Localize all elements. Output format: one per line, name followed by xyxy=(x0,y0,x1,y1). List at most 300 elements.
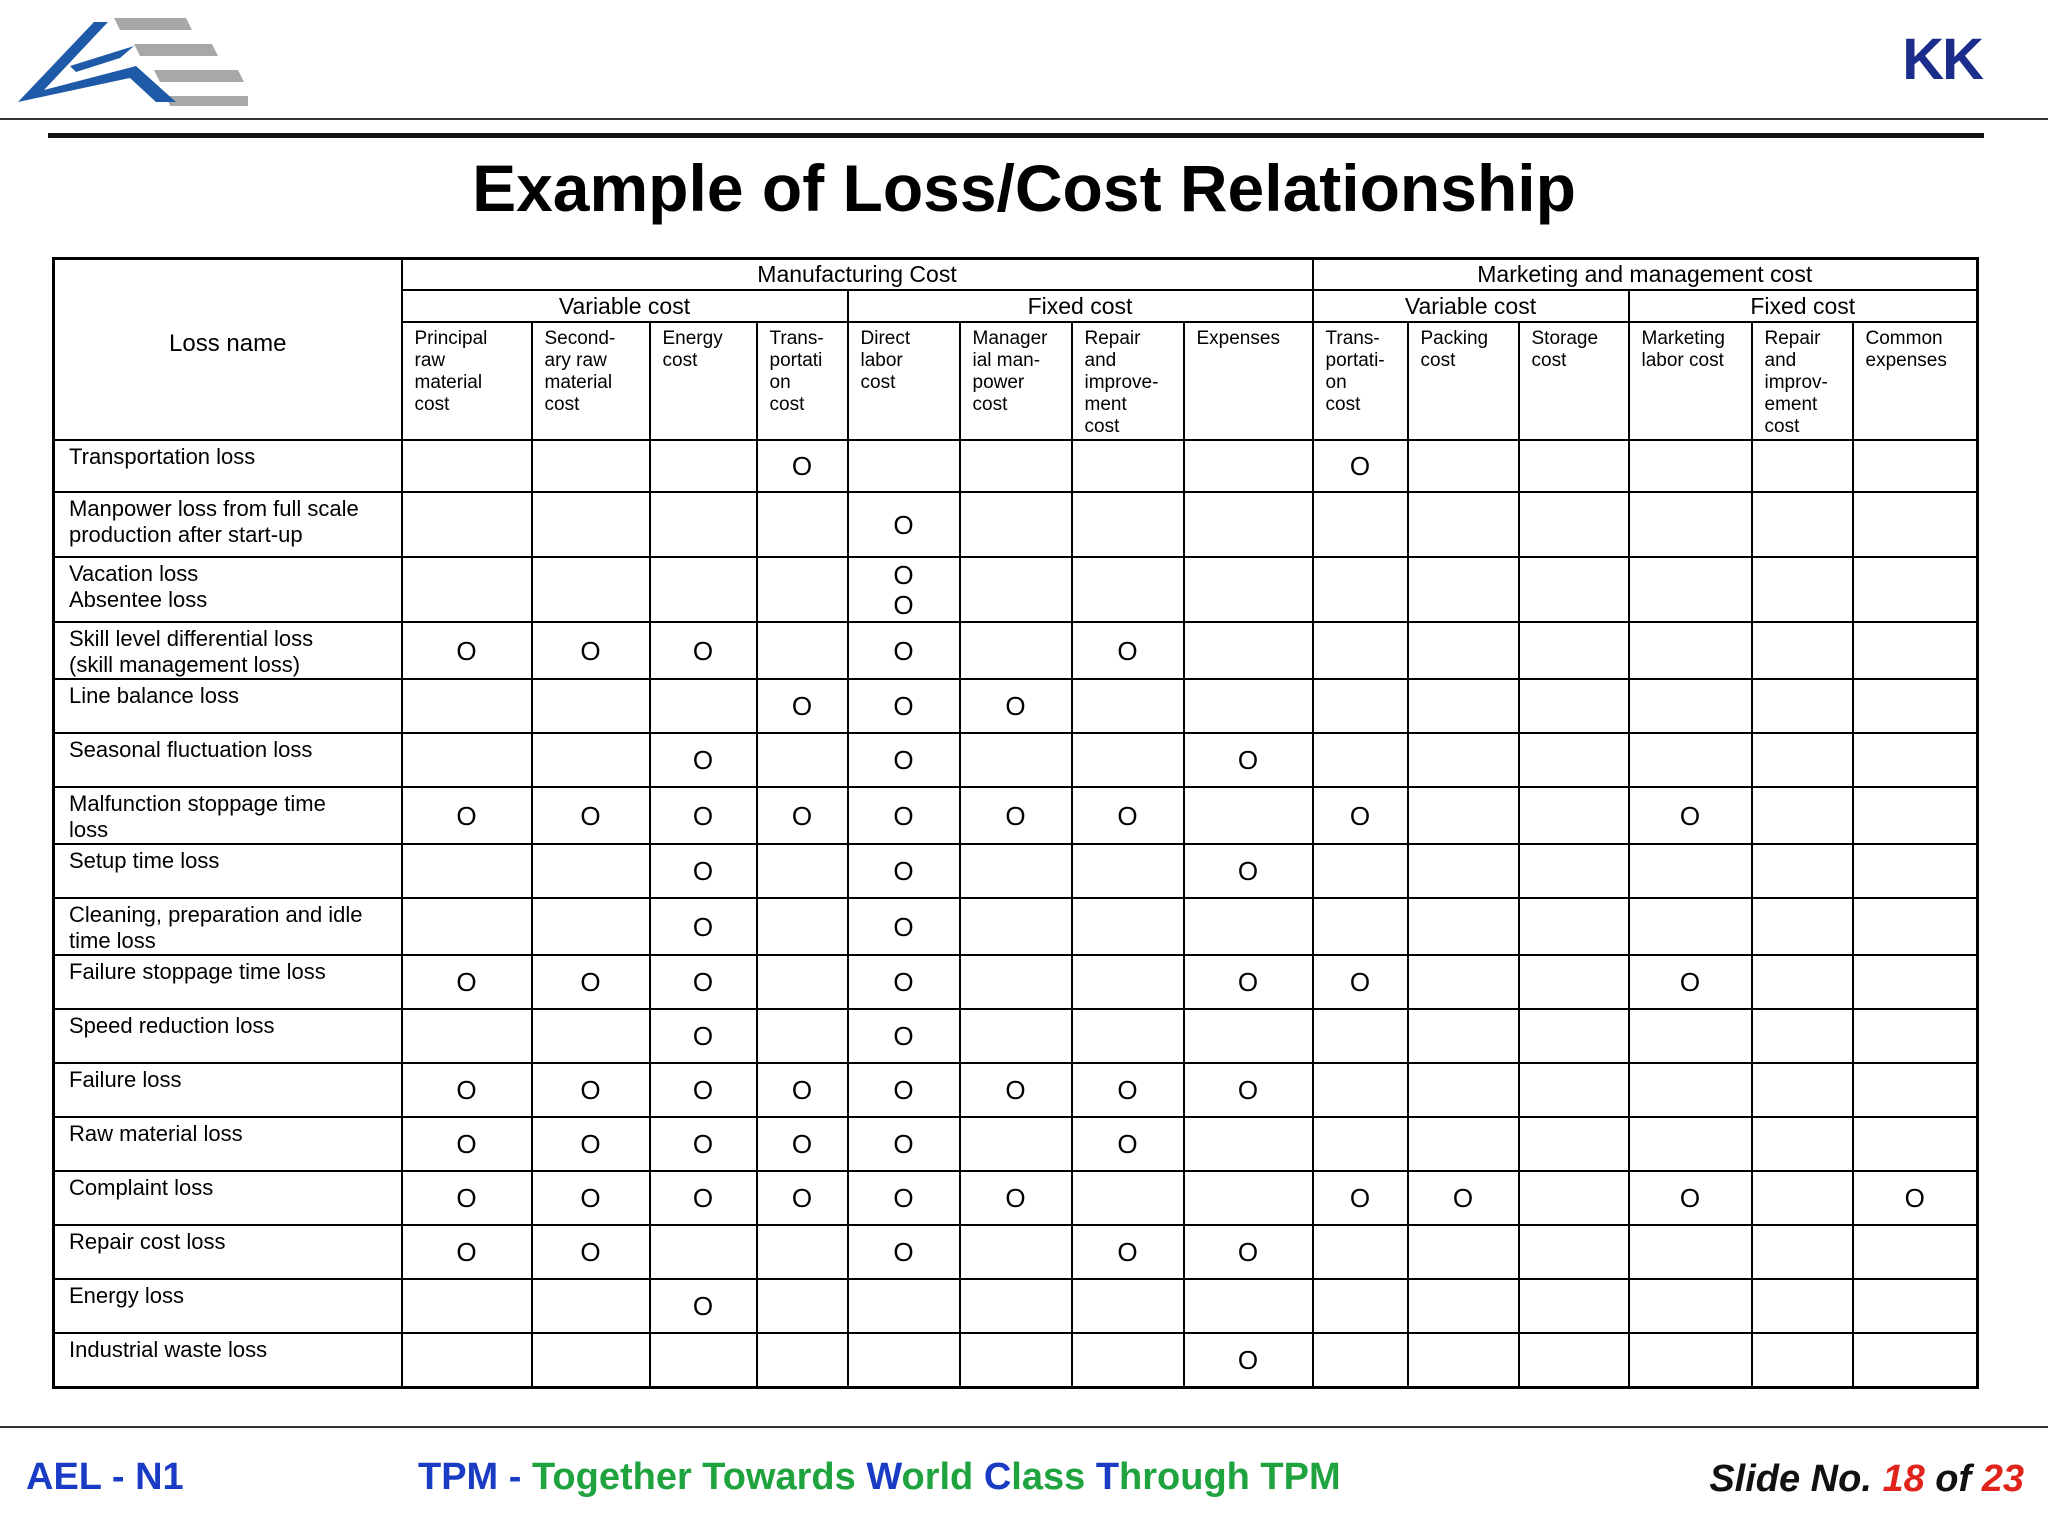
column-header xyxy=(1184,322,1313,440)
relationship-cell xyxy=(1408,844,1519,898)
loss-name-cell: Skill level differential loss (skill management loss) xyxy=(54,622,402,679)
slogan-part: ogether xyxy=(552,1456,703,1498)
relationship-mark: O xyxy=(893,1183,914,1213)
slogan-part: orld xyxy=(901,1456,984,1498)
column-header xyxy=(1072,322,1184,440)
footer-divider xyxy=(0,1426,2048,1428)
footer-section-code: AEL - N1 xyxy=(26,1456,184,1498)
relationship-mark: O xyxy=(1237,1075,1259,1105)
column-header xyxy=(402,322,532,440)
relationship-cell xyxy=(1072,1171,1184,1225)
relationship-mark: O xyxy=(692,1075,714,1105)
table-row xyxy=(54,1117,1978,1171)
relationship-mark: O xyxy=(580,1075,601,1105)
column-header xyxy=(1519,322,1629,440)
relationship-cell xyxy=(848,622,960,679)
relationship-cell xyxy=(402,1225,532,1279)
relationship-cell xyxy=(1629,787,1752,844)
column-header-label: Energy cost xyxy=(662,328,723,371)
relationship-cell xyxy=(1313,1009,1408,1063)
relationship-cell xyxy=(1752,1063,1853,1117)
table-row xyxy=(54,1279,1978,1333)
relationship-cell xyxy=(1184,955,1313,1009)
header-divider xyxy=(0,118,2048,120)
relationship-cell xyxy=(1313,492,1408,557)
relationship-mark: O xyxy=(456,1183,477,1213)
relationship-cell xyxy=(1313,955,1408,1009)
relationship-cell xyxy=(1313,787,1408,844)
relationship-cell xyxy=(1072,1279,1184,1333)
relationship-cell xyxy=(532,622,650,679)
relationship-mark: O xyxy=(1117,1129,1138,1159)
table-row xyxy=(54,622,1978,679)
relationship-cell xyxy=(402,1009,532,1063)
relationship-cell xyxy=(402,1171,532,1225)
relationship-cell xyxy=(1752,1225,1853,1279)
relationship-cell xyxy=(1072,492,1184,557)
slide-current: 18 xyxy=(1882,1458,1925,1500)
relationship-cell xyxy=(1184,898,1313,955)
relationship-cell xyxy=(960,1117,1072,1171)
relationship-cell xyxy=(960,1279,1072,1333)
relationship-cell xyxy=(1629,1063,1752,1117)
column-header-label: Second- ary raw material cost xyxy=(544,328,616,415)
relationship-mark: O xyxy=(1117,1237,1138,1267)
relationship-cell xyxy=(1408,557,1519,622)
relationship-cell xyxy=(1408,1225,1519,1279)
relationship-cell xyxy=(1629,557,1752,622)
relationship-cell xyxy=(1629,844,1752,898)
relationship-cell xyxy=(1752,787,1853,844)
relationship-cell xyxy=(402,1333,532,1387)
relationship-cell xyxy=(1752,955,1853,1009)
relationship-mark: O xyxy=(1349,1183,1371,1213)
column-header-label: Common expenses xyxy=(1865,328,1947,371)
relationship-cell xyxy=(650,898,757,955)
relationship-cell xyxy=(1519,492,1629,557)
relationship-cell xyxy=(650,1279,757,1333)
relationship-cell xyxy=(1408,679,1519,733)
relationship-cell xyxy=(1853,1117,1978,1171)
relationship-cell xyxy=(848,1117,960,1171)
relationship-mark: O xyxy=(1237,1237,1259,1267)
relationship-cell xyxy=(1184,1063,1313,1117)
relationship-cell xyxy=(532,844,650,898)
relationship-cell xyxy=(1184,1009,1313,1063)
relationship-cell xyxy=(1072,1333,1184,1387)
column-header-label: Trans- portati- on cost xyxy=(1325,328,1385,415)
relationship-mark: O xyxy=(1679,800,1701,831)
slogan-part: T xyxy=(1095,1456,1120,1498)
relationship-cell xyxy=(1519,1171,1629,1225)
relationship-cell xyxy=(1184,1333,1313,1387)
relationship-mark: O xyxy=(692,800,714,831)
relationship-cell xyxy=(960,733,1072,787)
relationship-mark: O xyxy=(791,1075,813,1105)
relationship-cell xyxy=(1313,679,1408,733)
relationship-cell xyxy=(1184,733,1313,787)
relationship-mark: O xyxy=(456,1075,477,1105)
relationship-cell xyxy=(960,787,1072,844)
relationship-cell xyxy=(1853,1171,1978,1225)
slogan-part: T xyxy=(702,1456,723,1498)
loss-name-cell: Failure stoppage time loss xyxy=(54,955,402,1009)
relationship-cell xyxy=(532,898,650,955)
relationship-cell xyxy=(1752,679,1853,733)
relationship-cell xyxy=(1313,1225,1408,1279)
relationship-cell xyxy=(402,733,532,787)
relationship-cell xyxy=(848,733,960,787)
relationship-cell xyxy=(1752,733,1853,787)
relationship-cell xyxy=(532,492,650,557)
relationship-cell xyxy=(1184,844,1313,898)
relationship-cell xyxy=(757,1171,848,1225)
table-row xyxy=(54,1063,1978,1117)
relationship-cell xyxy=(1184,1225,1313,1279)
column-header-label: Manager ial man- power cost xyxy=(972,328,1048,415)
slide-prefix: Slide No. xyxy=(1709,1458,1883,1500)
relationship-cell xyxy=(1313,557,1408,622)
column-header-label: Marketing labor cost xyxy=(1641,328,1725,371)
relationship-cell xyxy=(402,898,532,955)
relationship-cell xyxy=(1313,1333,1408,1387)
column-header-label: Repair and improv- ement cost xyxy=(1764,328,1828,437)
relationship-cell xyxy=(848,1333,960,1387)
relationship-cell xyxy=(1313,440,1408,492)
relationship-mark: O xyxy=(692,1183,714,1213)
relationship-cell xyxy=(960,440,1072,492)
relationship-cell xyxy=(848,1225,960,1279)
group-header-marketing: Marketing and management cost xyxy=(1313,259,1978,291)
relationship-mark: O xyxy=(1005,1183,1026,1213)
relationship-cell xyxy=(1184,622,1313,679)
relationship-cell xyxy=(650,733,757,787)
relationship-mark: O xyxy=(692,745,714,775)
relationship-cell xyxy=(1408,622,1519,679)
relationship-cell xyxy=(1072,679,1184,733)
relationship-cell xyxy=(1184,679,1313,733)
relationship-mark: O xyxy=(580,1129,601,1159)
column-header xyxy=(650,322,757,440)
relationship-cell xyxy=(1629,898,1752,955)
relationship-cell xyxy=(757,787,848,844)
relationship-cell xyxy=(757,844,848,898)
relationship-cell xyxy=(402,1063,532,1117)
relationship-mark: O xyxy=(1679,967,1701,997)
relationship-cell xyxy=(1853,787,1978,844)
relationship-cell xyxy=(757,733,848,787)
relationship-mark: O xyxy=(580,635,601,666)
relationship-mark: O xyxy=(1679,1183,1701,1213)
relationship-cell xyxy=(1408,787,1519,844)
relationship-mark: O xyxy=(893,967,914,997)
column-header-label: Principal raw material cost xyxy=(414,328,488,415)
relationship-mark: O xyxy=(692,635,714,666)
column-header-label: Storage cost xyxy=(1531,328,1599,371)
relationship-cell xyxy=(1853,622,1978,679)
relationship-cell xyxy=(650,492,757,557)
relationship-cell xyxy=(1519,1279,1629,1333)
loss-name-cell: Cleaning, preparation and idle time loss xyxy=(54,898,402,955)
relationship-cell xyxy=(402,1279,532,1333)
relationship-cell xyxy=(402,622,532,679)
relationship-cell xyxy=(757,1117,848,1171)
relationship-cell xyxy=(757,898,848,955)
relationship-mark: O xyxy=(893,856,914,886)
relationship-cell xyxy=(532,1279,650,1333)
relationship-cell xyxy=(532,733,650,787)
loss-name-header: Loss name xyxy=(54,259,402,441)
relationship-cell xyxy=(1072,898,1184,955)
column-header-label: Expenses xyxy=(1196,328,1280,349)
relationship-cell xyxy=(532,955,650,1009)
slogan-part: owards xyxy=(722,1456,867,1498)
relationship-cell xyxy=(1853,844,1978,898)
relationship-cell xyxy=(1853,679,1978,733)
relationship-cell xyxy=(532,557,650,622)
relationship-cell xyxy=(1313,844,1408,898)
group-header-manufacturing: Manufacturing Cost xyxy=(402,259,1313,291)
relationship-mark: O xyxy=(1005,1075,1026,1105)
relationship-cell xyxy=(1629,1009,1752,1063)
relationship-mark: O xyxy=(1237,745,1259,775)
relationship-cell xyxy=(1629,1117,1752,1171)
relationship-cell xyxy=(1629,733,1752,787)
relationship-mark: O xyxy=(1237,1344,1259,1375)
relationship-cell xyxy=(402,492,532,557)
column-header xyxy=(960,322,1072,440)
relationship-mark: O xyxy=(1005,800,1026,831)
relationship-mark: O xyxy=(791,1183,813,1213)
column-header xyxy=(1408,322,1519,440)
relationship-cell xyxy=(650,1009,757,1063)
relationship-cell xyxy=(1072,440,1184,492)
relationship-mark: O xyxy=(1237,856,1259,886)
relationship-cell xyxy=(960,622,1072,679)
relationship-cell xyxy=(532,679,650,733)
relationship-cell xyxy=(532,1171,650,1225)
relationship-cell xyxy=(1629,1171,1752,1225)
relationship-cell xyxy=(848,787,960,844)
relationship-cell xyxy=(650,1117,757,1171)
relationship-cell xyxy=(532,1117,650,1171)
relationship-cell xyxy=(757,492,848,557)
relationship-cell xyxy=(1519,1333,1629,1387)
slogan-part: TPM - xyxy=(418,1456,532,1498)
relationship-mark: O xyxy=(692,1021,714,1051)
slogan-part: C xyxy=(983,1456,1012,1498)
relationship-cell xyxy=(1519,1009,1629,1063)
relationship-cell xyxy=(1072,844,1184,898)
relationship-cell xyxy=(757,440,848,492)
relationship-cell xyxy=(1408,1117,1519,1171)
relationship-cell xyxy=(1853,955,1978,1009)
relationship-cell xyxy=(1072,622,1184,679)
relationship-cell xyxy=(1519,622,1629,679)
relationship-cell xyxy=(1752,1333,1853,1387)
table-row xyxy=(54,557,1978,622)
page-title: Example of Loss/Cost Relationship xyxy=(472,151,1576,225)
relationship-cell xyxy=(1853,1225,1978,1279)
relationship-cell xyxy=(650,844,757,898)
relationship-cell xyxy=(960,679,1072,733)
relationship-cell xyxy=(848,1279,960,1333)
relationship-cell xyxy=(1752,622,1853,679)
relationship-cell xyxy=(960,1225,1072,1279)
relationship-mark: O xyxy=(456,967,477,997)
relationship-cell xyxy=(650,1225,757,1279)
table-row xyxy=(54,844,1978,898)
relationship-cell xyxy=(1752,1117,1853,1171)
table-row xyxy=(54,679,1978,733)
relationship-cell xyxy=(1752,1171,1853,1225)
relationship-cell xyxy=(757,1063,848,1117)
relationship-cell xyxy=(532,1225,650,1279)
relationship-cell xyxy=(1408,1333,1519,1387)
relationship-mark: O xyxy=(893,745,914,775)
relationship-cell xyxy=(1519,955,1629,1009)
slogan-part: W xyxy=(866,1456,902,1498)
relationship-cell xyxy=(1072,955,1184,1009)
relationship-mark: O xyxy=(893,691,914,721)
relationship-mark: O xyxy=(791,451,813,481)
relationship-cell xyxy=(960,1171,1072,1225)
relationship-mark: O xyxy=(456,1237,477,1267)
relationship-cell xyxy=(1752,1009,1853,1063)
loss-name-cell: Vacation loss Absentee loss xyxy=(54,557,402,622)
relationship-cell xyxy=(848,492,960,557)
relationship-cell xyxy=(757,955,848,1009)
relationship-mark: O xyxy=(791,1129,813,1159)
subgroup-header: Variable cost xyxy=(1313,290,1629,322)
relationship-cell xyxy=(757,1279,848,1333)
relationship-cell xyxy=(1853,1333,1978,1387)
relationship-cell xyxy=(1629,1225,1752,1279)
relationship-cell xyxy=(1313,1117,1408,1171)
relationship-cell xyxy=(757,622,848,679)
relationship-mark: O xyxy=(692,1129,714,1159)
relationship-mark: O xyxy=(893,911,914,942)
relationship-mark: O xyxy=(456,635,477,666)
slogan-part: lass xyxy=(1011,1456,1096,1498)
company-logo-icon xyxy=(16,14,248,108)
relationship-cell xyxy=(402,844,532,898)
relationship-cell xyxy=(1519,787,1629,844)
loss-name-cell: Energy loss xyxy=(54,1279,402,1333)
relationship-mark: O xyxy=(456,1129,477,1159)
loss-name-cell: Complaint loss xyxy=(54,1171,402,1225)
table-row xyxy=(54,1225,1978,1279)
loss-name-cell: Raw material loss xyxy=(54,1117,402,1171)
relationship-cell xyxy=(1752,1279,1853,1333)
slogan-part: T xyxy=(531,1456,553,1498)
relationship-cell xyxy=(1629,622,1752,679)
relationship-mark: O O xyxy=(893,559,914,620)
relationship-cell xyxy=(757,1333,848,1387)
relationship-cell xyxy=(960,1333,1072,1387)
relationship-cell xyxy=(1519,557,1629,622)
relationship-cell xyxy=(848,1063,960,1117)
relationship-cell xyxy=(757,679,848,733)
loss-name-cell: Speed reduction loss xyxy=(54,1009,402,1063)
relationship-cell xyxy=(1408,492,1519,557)
relationship-cell xyxy=(1519,1225,1629,1279)
relationship-cell xyxy=(960,557,1072,622)
relationship-cell xyxy=(650,955,757,1009)
relationship-cell xyxy=(1853,733,1978,787)
relationship-cell xyxy=(402,955,532,1009)
relationship-cell xyxy=(1184,440,1313,492)
relationship-cell xyxy=(848,898,960,955)
relationship-cell xyxy=(1408,1171,1519,1225)
table-row xyxy=(54,898,1978,955)
brand-mark: KK xyxy=(1902,27,1982,92)
relationship-mark: O xyxy=(692,856,714,886)
column-header xyxy=(532,322,650,440)
relationship-cell xyxy=(1853,1009,1978,1063)
relationship-cell xyxy=(532,440,650,492)
subgroup-header: Variable cost xyxy=(402,290,848,322)
loss-cost-table xyxy=(52,257,1979,1389)
loss-name-cell: Manpower loss from full scale production after start-up xyxy=(54,492,402,557)
relationship-mark: O xyxy=(791,691,813,721)
relationship-cell xyxy=(650,1063,757,1117)
column-header-label: Direct labor cost xyxy=(860,328,911,393)
relationship-cell xyxy=(1853,1279,1978,1333)
relationship-mark: O xyxy=(1005,691,1026,721)
column-header-label: Repair and improve- ment cost xyxy=(1084,328,1159,437)
relationship-cell xyxy=(532,1333,650,1387)
relationship-cell xyxy=(1629,1333,1752,1387)
table-row xyxy=(54,1171,1978,1225)
relationship-mark: O xyxy=(893,800,914,831)
relationship-cell xyxy=(960,492,1072,557)
relationship-mark: O xyxy=(893,1237,914,1267)
relationship-cell xyxy=(1184,787,1313,844)
relationship-cell xyxy=(1519,898,1629,955)
relationship-mark: O xyxy=(456,800,477,831)
relationship-cell xyxy=(1184,557,1313,622)
relationship-mark: O xyxy=(893,509,914,540)
relationship-cell xyxy=(650,557,757,622)
relationship-mark: O xyxy=(1117,800,1138,831)
relationship-mark: O xyxy=(580,800,601,831)
table-row xyxy=(54,492,1978,557)
loss-name-cell: Industrial waste loss xyxy=(54,1333,402,1387)
relationship-cell xyxy=(1408,440,1519,492)
relationship-cell xyxy=(848,844,960,898)
relationship-cell xyxy=(402,557,532,622)
relationship-cell xyxy=(960,1063,1072,1117)
relationship-cell xyxy=(402,679,532,733)
footer-slogan xyxy=(418,1456,1341,1499)
relationship-cell xyxy=(1184,1117,1313,1171)
table-row xyxy=(54,440,1978,492)
table-row xyxy=(54,1009,1978,1063)
relationship-cell xyxy=(1072,1063,1184,1117)
relationship-cell xyxy=(650,1333,757,1387)
column-header xyxy=(1752,322,1853,440)
relationship-mark: O xyxy=(1904,1183,1925,1213)
relationship-cell xyxy=(650,787,757,844)
relationship-cell xyxy=(848,440,960,492)
relationship-cell xyxy=(848,1171,960,1225)
relationship-cell xyxy=(1752,844,1853,898)
column-header xyxy=(1629,322,1752,440)
relationship-mark: O xyxy=(692,967,714,997)
slide-total: 23 xyxy=(1981,1458,2024,1500)
relationship-cell xyxy=(650,1171,757,1225)
